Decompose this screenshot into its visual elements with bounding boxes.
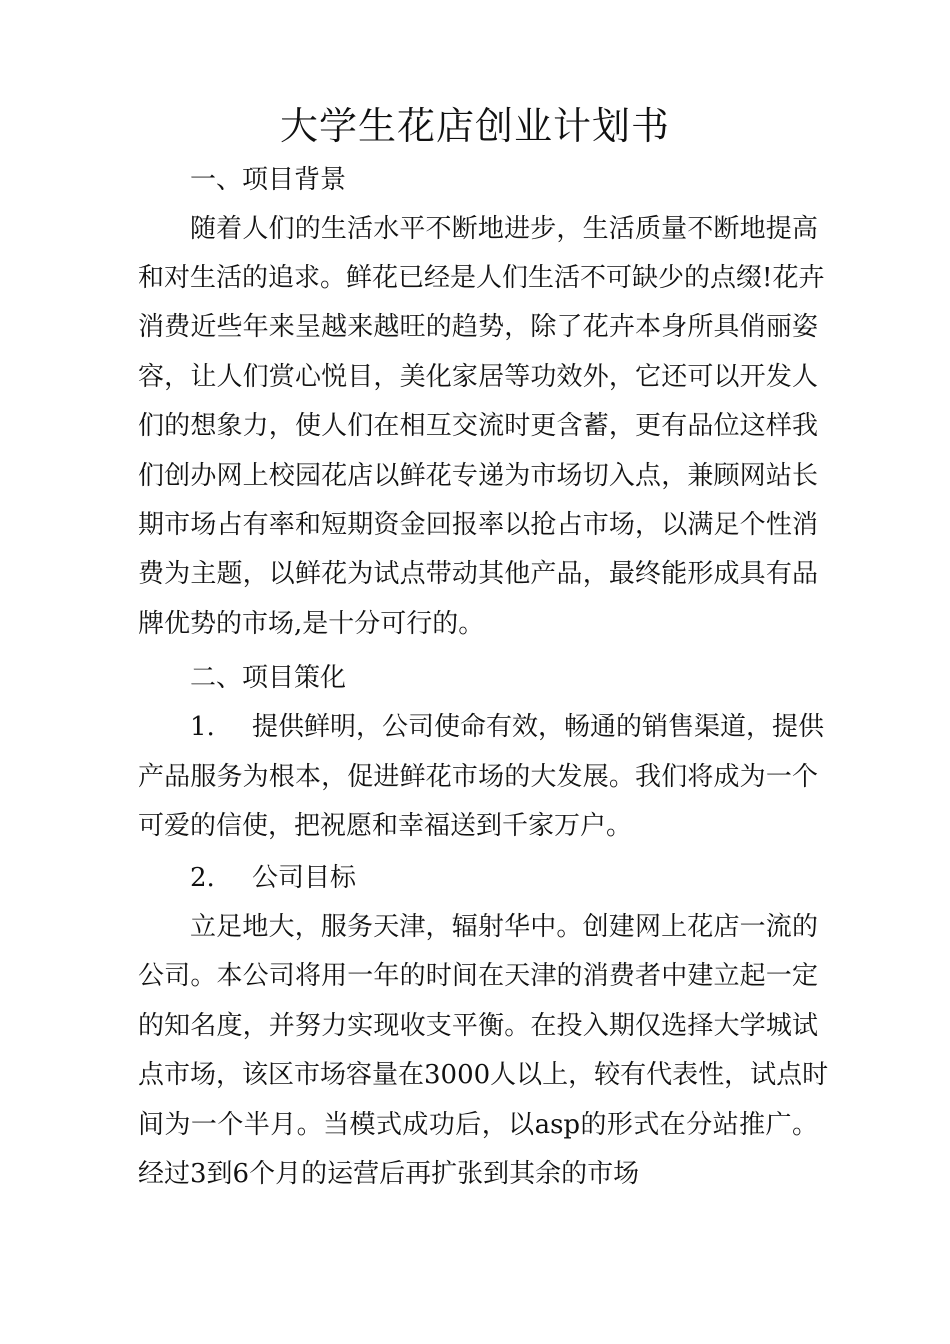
- section1-paragraph-line: 们的想象力，使人们在相互交流时更含蓄，更有品位这样我: [138, 411, 818, 441]
- section2-paragraph-line: 点市场，该区市场容量在3000人以上，较有代表性，试点时: [138, 1060, 829, 1090]
- list-item-2: [190, 861, 818, 895]
- list-item-2-text: 公司目标: [252, 863, 357, 893]
- list-item-1-line: 产品服务为根本，促进鲜花市场的大发展。我们将成为一个: [138, 762, 818, 792]
- section1-paragraph-line: 牌优势的市场,是十分可行的。: [138, 609, 485, 639]
- section1-paragraph-line: 期市场占有率和短期资金回报率以抢占市场，以满足个性消: [138, 510, 818, 540]
- section1-paragraph-line: 费为主题，以鲜花为试点带动其他产品，最终能形成具有品: [138, 559, 818, 589]
- section1-paragraph-line: 们创办网上校园花店以鲜花专递为市场切入点，兼顾网站长: [138, 461, 818, 491]
- section1-paragraph-line: 消费近些年来呈越来越旺的趋势，除了花卉本身所具俏丽姿: [138, 312, 818, 342]
- section2-paragraph-line: 间为一个半月。当模式成功后，以asp的形式在分站推广。: [138, 1110, 818, 1140]
- section2-paragraph-line: 的知名度，并努力实现收支平衡。在投入期仅选择大学城试: [138, 1011, 818, 1041]
- document-title: 大学生花店创业计划书: [279, 104, 670, 148]
- section2-paragraph-line: 立足地大，服务天津，辐射华中。创建网上花店一流的: [190, 912, 818, 942]
- list-item-1: [190, 710, 825, 744]
- section2-paragraph-line: 经过3到6个月的运营后再扩张到其余的市场: [138, 1159, 640, 1189]
- section1-paragraph-line: 随着人们的生活水平不断地进步，生活质量不断地提高: [190, 214, 818, 244]
- list-item-1-number: 1.: [190, 712, 215, 742]
- section1-heading: 一、项目背景: [190, 165, 347, 195]
- section2-heading: 二、项目策化: [190, 663, 347, 693]
- section1-paragraph-line: 容，让人们赏心悦目，美化家居等功效外，它还可以开发人: [138, 362, 818, 392]
- list-item-1-line: 可爱的信使，把祝愿和幸福送到千家万户。: [138, 811, 633, 841]
- list-item-1-text: 提供鲜明，公司使命有效，畅通的销售渠道，提供: [252, 712, 825, 742]
- list-item-2-number: 2.: [190, 863, 215, 893]
- section2-paragraph-line: 公司。本公司将用一年的时间在天津的消费者中建立起一定: [138, 961, 818, 991]
- section1-paragraph-line: 和对生活的追求。鲜花已经是人们生活不可缺少的点缀!花卉: [138, 263, 825, 293]
